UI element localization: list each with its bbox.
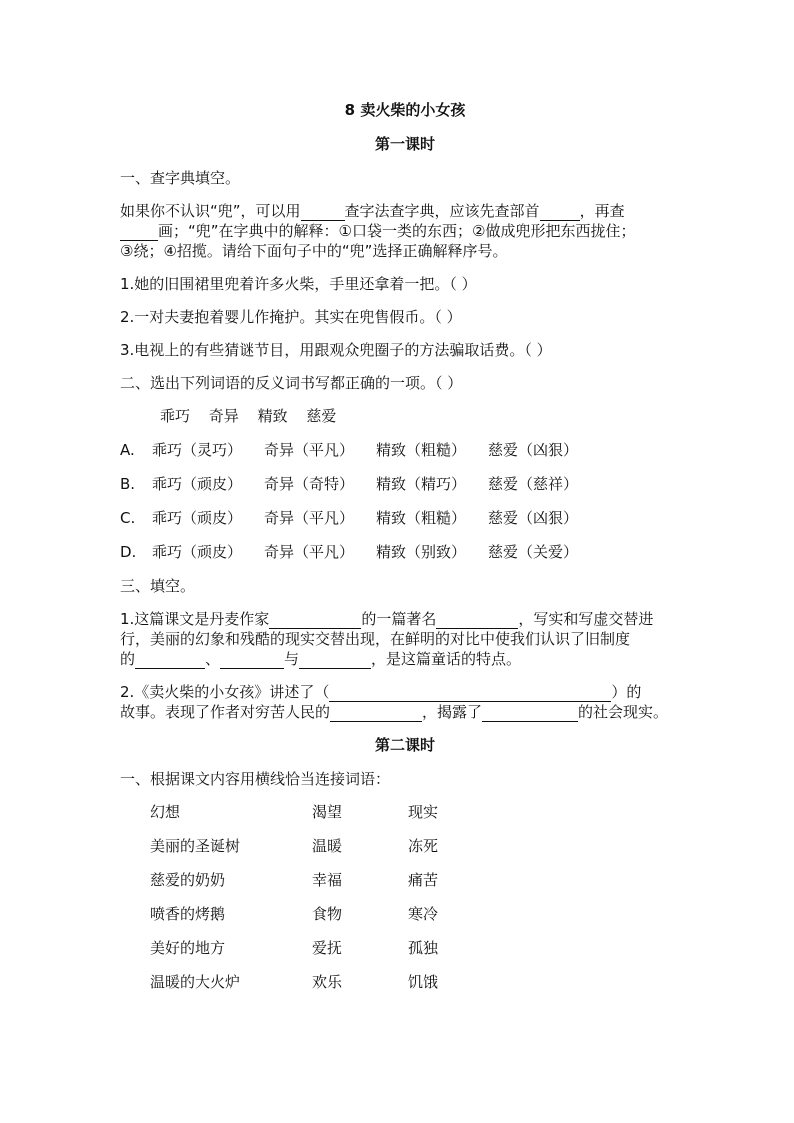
q2-option-a[interactable]: [120, 440, 690, 460]
option-cell: 乖巧（顽皮）: [152, 475, 243, 493]
option-cell: 精致（精巧）: [376, 475, 467, 493]
q1-heading: 一、查字典填空。: [120, 169, 241, 187]
match-word[interactable]: 幸福: [312, 871, 343, 889]
match-word[interactable]: 渴望: [312, 803, 343, 821]
match-phrase[interactable]: 美丽的圣诞树: [150, 837, 241, 855]
l2-q1-heading: 一、根据课文内容用横线恰当连接词语：: [120, 770, 391, 788]
q2-option-d[interactable]: [120, 542, 690, 562]
q2-word-list: [120, 406, 690, 426]
match-word[interactable]: 冻死: [408, 837, 439, 855]
blank-system-3[interactable]: [299, 652, 371, 669]
q1-item-3: 3.电视上的有些猜谜节目，用跟观众兜圈子的方法骗取话费。（ ）: [120, 341, 552, 359]
q1-item-1: 1.她的旧围裙里兜着许多火柴，手里还拿着一把。（ ）: [120, 275, 477, 293]
match-row: [120, 938, 690, 958]
match-row: [120, 904, 690, 924]
option-cell: 慈爱（慈祥）: [488, 475, 579, 493]
match-word[interactable]: 现实: [408, 803, 439, 821]
q2-word: 乖巧: [160, 407, 191, 425]
q2-heading: 二、选出下列词语的反义词书写都正确的一项。（ ）: [120, 374, 463, 392]
q3-item2-a: 2.《卖火柴的小女孩》讲述了（: [120, 683, 330, 701]
q1-intro-d: 画；“兜”在字典中的解释：①口袋一类的东西；②做成兜形把东西拢住；: [158, 222, 636, 240]
option-cell: 奇异（平凡）: [264, 509, 355, 527]
blank-strokes[interactable]: [120, 224, 158, 241]
option-cell: 奇异（平凡）: [264, 441, 355, 459]
q1-intro-a: 如果你不认识“兜”，可以用: [120, 202, 301, 220]
blank-author[interactable]: [269, 612, 361, 629]
match-row: [120, 836, 690, 856]
match-row: [120, 972, 690, 992]
match-phrase[interactable]: 慈爱的奶奶: [150, 871, 226, 889]
lesson2-heading: 第二课时: [374, 736, 435, 754]
option-label: D.: [120, 543, 137, 561]
q2-option-b[interactable]: [120, 474, 690, 494]
q3-item1-d: 行，美丽的幻象和残酷的现实交替出现，在鲜明的对比中使我们认识了旧制度: [120, 630, 631, 648]
worksheet: [120, 100, 690, 1006]
q1-intro-b: 查字法查字典，应该先查部首: [344, 202, 540, 220]
q3-item1-h: ，是这篇童话的特点。: [371, 650, 522, 668]
q1-intro: [120, 201, 690, 261]
option-cell: 慈爱（关爱）: [488, 543, 579, 561]
q3-item1-g: 与: [284, 650, 300, 668]
q3-item1-f: 、: [205, 650, 221, 668]
q2-word: 精致: [257, 407, 288, 425]
q2-option-c[interactable]: [120, 508, 690, 528]
match-word[interactable]: 温暖: [312, 837, 343, 855]
option-cell: 乖巧（顽皮）: [152, 543, 243, 561]
blank-lookup-method[interactable]: [301, 204, 345, 221]
match-phrase[interactable]: 幻想: [150, 803, 181, 821]
option-cell: 精致（别致）: [376, 543, 467, 561]
match-row: [120, 802, 690, 822]
q1-intro-e: ③绕；④招揽。请给下面句子中的“兜”选择正确解释序号。: [120, 242, 508, 260]
match-row: [120, 870, 690, 890]
blank-system-2[interactable]: [220, 652, 284, 669]
q3-heading: 三、填空。: [120, 577, 196, 595]
q1-intro-c: ，再查: [579, 202, 625, 220]
q2-word: 慈爱: [306, 407, 337, 425]
option-cell: 慈爱（凶狠）: [488, 441, 579, 459]
match-word[interactable]: 痛苦: [408, 871, 439, 889]
q3-item2-e: 的社会现实。: [578, 703, 669, 721]
option-cell: 乖巧（顽皮）: [152, 509, 243, 527]
option-cell: 精致（粗糙）: [376, 441, 467, 459]
q3-item2-d: ，揭露了: [422, 703, 483, 721]
option-label: A.: [120, 441, 135, 459]
option-label: B.: [120, 475, 136, 493]
match-word[interactable]: 饥饿: [408, 973, 439, 991]
blank-society[interactable]: [482, 705, 578, 722]
option-cell: 乖巧（灵巧）: [152, 441, 243, 459]
option-cell: 精致（粗糙）: [376, 509, 467, 527]
match-phrase[interactable]: 喷香的烤鹅: [150, 905, 226, 923]
option-cell: 奇异（奇特）: [264, 475, 355, 493]
match-phrase[interactable]: 温暖的大火炉: [150, 973, 241, 991]
q3-item-2: [120, 682, 690, 722]
blank-story[interactable]: [329, 685, 611, 702]
option-cell: 慈爱（凶狠）: [488, 509, 579, 527]
blank-radical[interactable]: [540, 204, 580, 221]
q3-item1-c: ，写实和写虚交替进: [518, 610, 654, 628]
match-phrase[interactable]: 美好的地方: [150, 939, 226, 957]
option-label: C.: [120, 509, 136, 527]
match-word[interactable]: 爱抚: [312, 939, 343, 957]
match-word[interactable]: 欢乐: [312, 973, 343, 991]
worksheet-title: 8 卖火柴的小女孩: [344, 101, 466, 119]
option-cell: 奇异（平凡）: [264, 543, 355, 561]
q3-item1-a: 1.这篇课文是丹麦作家: [120, 610, 270, 628]
q3-item1-b: 的一篇著名: [361, 610, 437, 628]
blank-genre[interactable]: [436, 612, 518, 629]
q3-item1-e: 的: [120, 650, 136, 668]
match-word[interactable]: 食物: [312, 905, 343, 923]
q3-item2-c: 故事。表现了作者对穷苦人民的: [120, 703, 331, 721]
matching-table: [120, 802, 690, 992]
q1-item-2: 2.一对夫妻抱着婴儿作掩护。其实在兜售假币。（ ）: [120, 308, 462, 326]
match-word[interactable]: 寒冷: [408, 905, 439, 923]
q2-word: 奇异: [208, 407, 239, 425]
q3-item-1: [120, 609, 690, 669]
lesson1-heading: 第一课时: [374, 135, 435, 153]
q3-item2-b: ）的: [611, 683, 642, 701]
match-word[interactable]: 孤独: [408, 939, 439, 957]
blank-system-1[interactable]: [135, 652, 205, 669]
blank-attitude[interactable]: [330, 705, 422, 722]
